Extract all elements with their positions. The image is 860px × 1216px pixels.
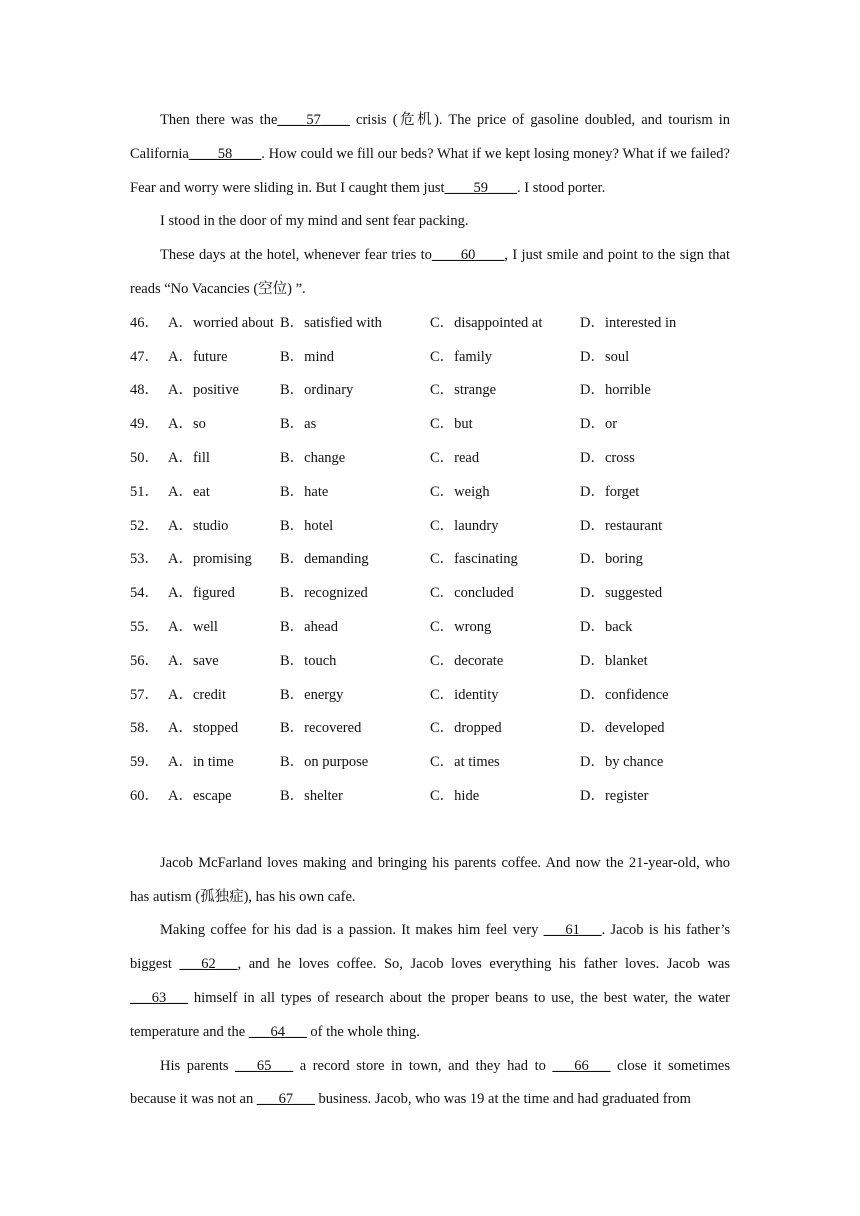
question-number: 58． [130,720,159,737]
option-d: D．cross [580,449,635,466]
question-number: 57． [130,686,159,703]
question-number: 52． [130,517,159,534]
option-row [130,374,730,408]
option-a: A．fill [168,449,210,466]
option-d: D．back [580,618,633,635]
option-c: C．but [430,416,473,433]
text-run: Then there was the [160,112,278,128]
text-run: His parents [160,1057,236,1074]
question-number: 55． [130,618,159,635]
option-d: D．suggested [580,585,663,602]
option-b: B．as [280,416,317,433]
question-number: 51． [130,483,159,500]
option-a: A．studio [168,517,229,534]
option-b: B．ordinary [280,382,354,399]
option-a: A．so [168,416,206,433]
option-d: D．soul [580,348,630,365]
option-row [130,476,730,510]
option-a: A．escape [168,787,232,804]
option-d: D．confidence [580,686,669,703]
option-c: C．family [430,348,493,365]
option-d: D．by chance [580,754,664,771]
answer-blank: ___66___ [552,1057,611,1074]
option-c: C．wrong [430,618,492,635]
option-row [130,341,730,375]
option-d: D．developed [580,720,665,737]
option-c: C．weigh [430,483,490,500]
option-c: C．laundry [430,517,499,534]
answer-blank: ___61___ [543,922,602,939]
document-page [130,104,730,1117]
answer-blank: ___62___ [179,956,238,973]
question-number: 47． [130,348,159,365]
option-d: D．blanket [580,652,648,669]
option-row [130,408,730,442]
option-d: D．interested in [580,314,677,331]
option-row [130,611,730,645]
option-b: B．hate [280,483,329,500]
option-b: B．on purpose [280,754,369,771]
passage2-paragraph-2 [130,914,730,1049]
text-run: , and he loves coffee. So, Jacob loves everything his father loves. Jacob was [237,956,730,973]
passage1-paragraph-1 [130,104,730,205]
option-row [130,679,730,713]
question-number: 60． [130,787,159,804]
option-row [130,645,730,679]
option-c: C．concluded [430,585,514,602]
option-b: B．recognized [280,585,368,602]
option-b: B．satisfied with [280,314,382,331]
answer-blank: ___67___ [256,1091,315,1108]
option-c: C．disappointed at [430,314,543,331]
option-d: D．boring [580,551,643,568]
option-row [130,442,730,476]
answer-blank: ____58____ [188,145,262,162]
option-b: B．hotel [280,517,334,534]
option-b: B．touch [280,652,337,669]
text-run: of the whole thing. [306,1023,420,1040]
option-row [130,712,730,746]
passage2-paragraph-3 [130,1050,730,1118]
option-a: A．credit [168,686,226,703]
option-row [130,543,730,577]
text-run: Making coffee for his dad is a passion. It makes him feel very [160,922,544,939]
question-number: 46． [130,314,159,331]
answer-blank: ___63___ [130,989,188,1006]
option-b: B．energy [280,686,344,703]
question-number: 50． [130,449,159,466]
option-d: D．forget [580,483,640,500]
option-a: A．eat [168,483,210,500]
question-number: 49． [130,416,159,433]
passage1-paragraph-2: I stood in the door of my mind and sent fear packing. [160,213,469,230]
option-c: C．decorate [430,652,504,669]
text-run: , I just smile and point to the sign that reads “No Vacancies (空位) ”. [130,247,730,297]
section-gap [130,814,730,847]
answer-blank: ___65___ [235,1057,294,1074]
text-run: . I stood porter. [517,179,606,196]
option-d: D．or [580,416,618,433]
option-d: D．horrible [580,382,651,399]
passage1-paragraph-3 [130,239,730,307]
question-number: 56． [130,652,159,669]
answer-blank: ____59____ [444,179,518,196]
answer-blank: ____60____ [431,247,505,264]
option-a: A．figured [168,585,235,602]
answer-options [130,307,730,814]
option-a: A．promising [168,551,252,568]
question-number: 59． [130,754,159,771]
option-b: B．recovered [280,720,362,737]
option-row [130,510,730,544]
option-c: C．dropped [430,720,502,737]
option-a: A．future [168,348,228,365]
option-row [130,780,730,814]
text-run: himself in all types of research about the proper beans to use, the best water, the water temperature and the [130,989,730,1040]
option-a: A．save [168,652,219,669]
option-a: A．positive [168,382,239,399]
option-b: B．ahead [280,618,338,635]
answer-blank: ____57____ [277,112,350,128]
option-c: C．strange [430,382,497,399]
text-run: These days at the hotel, whenever fear tries to [160,247,432,264]
option-c: C．hide [430,787,480,804]
text-run: crisis (危机). The price of gasoline doubled, and tourism in California [130,112,730,162]
option-c: C．read [430,449,480,466]
text-run: a record store in town, and they had to [293,1057,553,1074]
text-run: . How could we fill our beds? What if we kept losing money? What if we failed? Fear and worry were sliding in. But I caught them just [130,145,730,196]
question-number: 48． [130,382,159,399]
option-b: B．demanding [280,551,369,568]
option-c: C．fascinating [430,551,518,568]
passage2-paragraph-1: Jacob McFarland loves making and bringing his parents coffee. And now the 21-year-old, who has autism (孤独症), has his own cafe. [130,854,730,905]
option-row [130,307,730,341]
option-a: A．worried about [168,314,274,331]
option-b: B．change [280,449,346,466]
option-a: A．in time [168,754,234,771]
option-a: A．stopped [168,720,239,737]
text-run: close it sometimes because it was not an [130,1057,730,1108]
option-row [130,577,730,611]
option-b: B．shelter [280,787,343,804]
question-number: 53． [130,551,159,568]
text-run: . Jacob is his father’s biggest [130,922,731,973]
option-c: C．at times [430,754,500,771]
option-d: D．register [580,787,649,804]
option-c: C．identity [430,686,499,703]
text-run: business. Jacob, who was 19 at the time and had graduated from [314,1091,691,1108]
option-d: D．restaurant [580,517,663,534]
option-a: A．well [168,618,218,635]
option-b: B．mind [280,348,334,365]
option-row [130,746,730,780]
question-number: 54． [130,585,159,602]
answer-blank: ___64___ [248,1023,307,1040]
